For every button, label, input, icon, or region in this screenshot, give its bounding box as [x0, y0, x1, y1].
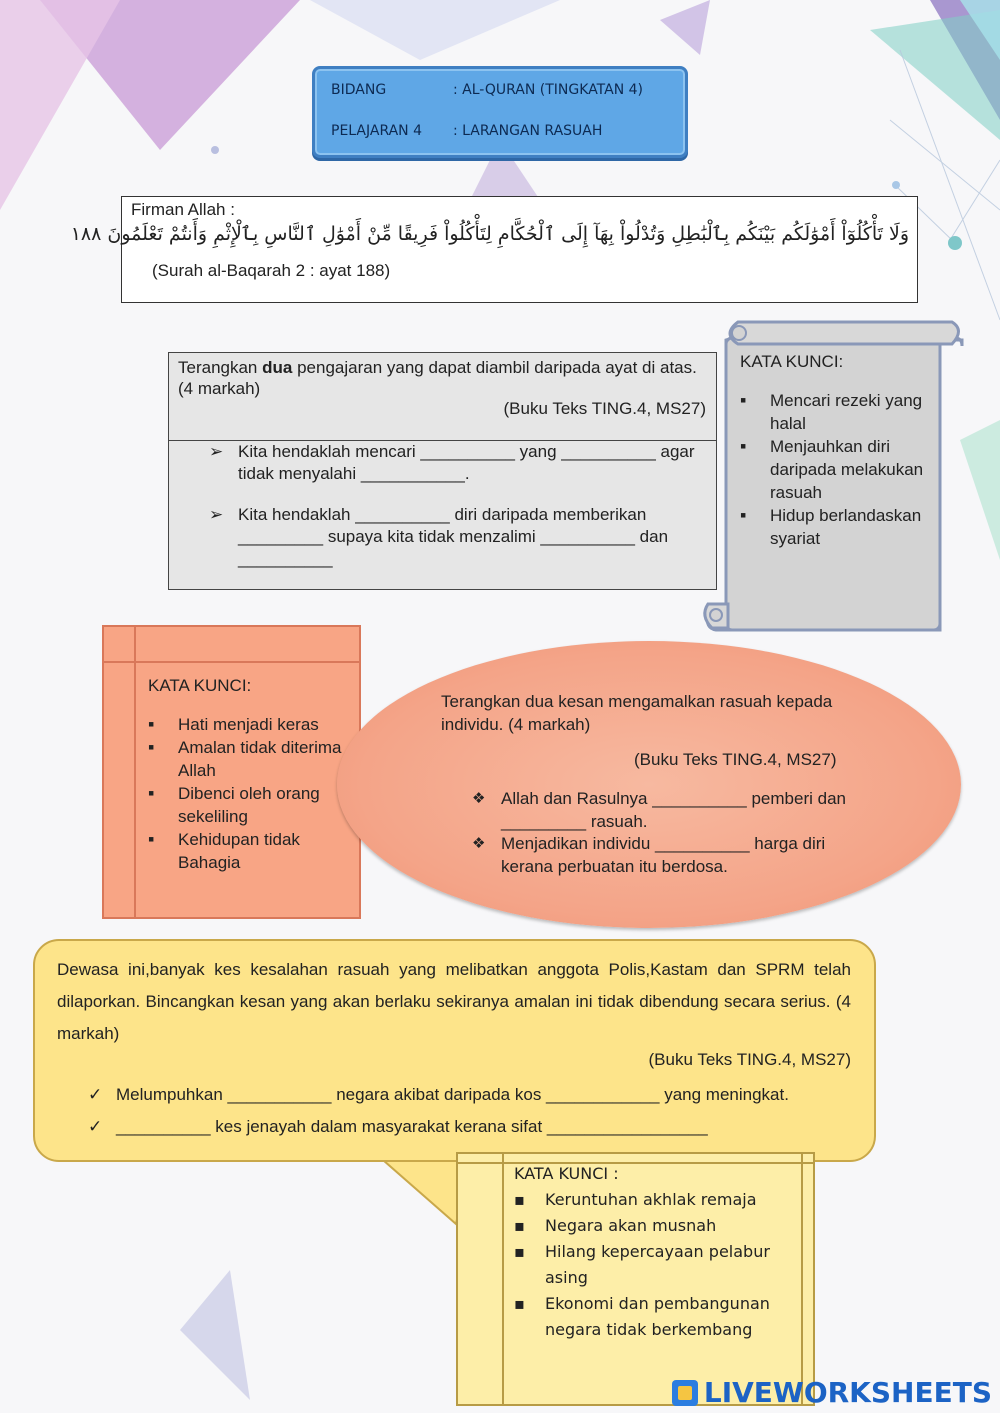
keyword-item: ▪ Amalan tidak diterima Allah	[148, 736, 358, 782]
question-1-box	[168, 352, 717, 590]
prompt-bold: dua	[262, 358, 293, 377]
deco-triangle-blue	[310, 0, 560, 60]
item-text: Kita hendaklah mencari __________ yang __________ agar tidak menyalahi ___________.	[238, 442, 695, 483]
keyword-item: ▪ Keruntuhan akhlak remaja	[485, 1187, 774, 1213]
question-2-source: (Buku Teks TING.4, MS27)	[634, 750, 837, 769]
keyword-item: ▪ Dibenci oleh orang sekeliling	[148, 782, 358, 828]
keyword-item: ▪ Ekonomi dan pembangunan negara tidak berkembang	[485, 1291, 774, 1343]
verse-reference: (Surah al-Baqarah 2 : ayat 188)	[152, 261, 391, 280]
box-line	[104, 661, 359, 663]
question-1-prompt	[178, 357, 708, 399]
prompt-text: pengajaran yang dapat diambil daripada ayat di atas.(4 markah)	[178, 358, 697, 398]
item-text: Menjadikan individu __________ harga diri kerana perbuatan itu berdosa.	[501, 834, 826, 876]
deco-triangle-lilac	[660, 0, 710, 55]
box-line	[134, 627, 136, 917]
question-3-source: (Buku Teks TING.4, MS27)	[648, 1050, 851, 1069]
question-3-item[interactable]	[88, 1115, 868, 1139]
deco-dot	[211, 146, 219, 154]
question-1-item[interactable]	[209, 441, 709, 485]
keyword-item: ▪ Negara akan musnah	[485, 1213, 774, 1239]
watermark	[672, 1376, 992, 1409]
check-icon: ✓	[88, 1117, 103, 1136]
header-row-field	[331, 82, 643, 98]
question-3-prompt: Dewasa ini,banyak kes kesalahan rasuah yang melibatkan anggota Polis,Kastam dan SPRM telah dilaporkan. Bincangkan kesan yang akan berlaku sekiranya amalan ini tidak dibendung secara serius. (4 markah)	[57, 960, 851, 1043]
keyword-item: ▪ Menjauhkan diri daripada melakukan rasuah	[740, 435, 930, 504]
question-3-item[interactable]	[88, 1083, 868, 1107]
keywords-2-title: KATA KUNCI:	[148, 676, 252, 695]
item-text: __________ kes jenayah dalam masyarakat kerana sifat _________________	[116, 1117, 708, 1136]
check-icon: ✓	[88, 1085, 103, 1104]
keyword-item: ▪ Kehidupan tidak Bahagia	[148, 828, 358, 874]
question-2-ellipse	[337, 641, 961, 928]
keyword-item: ▪ Hilang kepercayaan pelabur asing	[485, 1239, 774, 1291]
deco-dot	[892, 181, 900, 189]
liveworksheets-logo-icon	[672, 1380, 698, 1406]
keyword-item: ▪ Mencari rezeki yang halal	[740, 389, 930, 435]
deco-triangle-pink	[0, 0, 120, 210]
item-text: Kita hendaklah __________ diri daripada memberikan _________ supaya kita tidak menzalimi __________ dan __________	[238, 505, 669, 568]
question-2-item[interactable]	[472, 832, 872, 878]
watermark-text: LIVEWORKSHEETS	[703, 1376, 992, 1409]
keywords-1-list	[740, 389, 930, 550]
header-field-key: BIDANG	[331, 82, 387, 98]
header-lesson-key: PELAJARAN 4	[331, 123, 423, 139]
keyword-item: ▪ Hati menjadi keras	[148, 713, 358, 736]
keywords-2-panel	[148, 676, 358, 874]
keywords-1-title: KATA KUNCI:	[740, 352, 844, 371]
prompt-text: Terangkan	[178, 358, 263, 377]
keywords-3-panel	[514, 1164, 774, 1343]
diamond-bullet-icon: ❖	[472, 790, 486, 807]
arrow-bullet-icon: ➢	[209, 505, 224, 524]
box-line	[801, 1154, 803, 1404]
arrow-bullet-icon: ➢	[209, 442, 224, 461]
header-field-value: : AL-QURAN (TINGKATAN 4)	[453, 82, 644, 98]
keywords-2-list	[148, 713, 358, 874]
question-1-item[interactable]	[209, 504, 709, 570]
subject-header	[312, 66, 688, 158]
header-row-lesson	[331, 123, 602, 139]
header-lesson-value: : LARANGAN RASUAH	[453, 123, 603, 139]
keyword-item: ▪ Hidup berlandaskan syariat	[740, 504, 930, 550]
question-2-prompt: Terangkan dua kesan mengamalkan rasuah kepada individu. (4 markah)	[441, 692, 833, 734]
keywords-1-panel	[740, 352, 930, 550]
item-text: Allah dan Rasulnya __________ pemberi dan _________ rasuah.	[501, 789, 846, 831]
verse-arabic: وَلَا تَأْكُلُوٓاْ أَمْوَٰلَكُم بَيْنَكُم بِٱلْبَٰطِلِ وَتُدْلُواْ بِهَآ إِلَى ٱلْحُكَّامِ لِتَأْكُلُواْ فَرِيقًا مِّنْ أَمْوَٰلِ ٱلنَّاسِ بِٱلْإِثْمِ وَأَنتُمْ تَعْلَمُونَ ١٨٨	[70, 223, 909, 245]
deco-triangle-green	[960, 420, 1000, 560]
question-1-source: (Buku Teks TING.4, MS27)	[503, 399, 706, 418]
item-text: Melumpuhkan ___________ negara akibat daripada kos ____________ yang meningkat.	[116, 1085, 789, 1104]
deco-dot	[948, 236, 962, 250]
keywords-3-title: KATA KUNCI :	[514, 1164, 619, 1183]
verse-box	[70, 196, 918, 303]
question-2-item[interactable]	[472, 787, 872, 833]
diamond-bullet-icon: ❖	[472, 835, 486, 852]
deco-triangle-bottom	[180, 1270, 250, 1400]
keywords-3-list	[514, 1187, 774, 1343]
verse-label: Firman Allah :	[131, 200, 235, 219]
